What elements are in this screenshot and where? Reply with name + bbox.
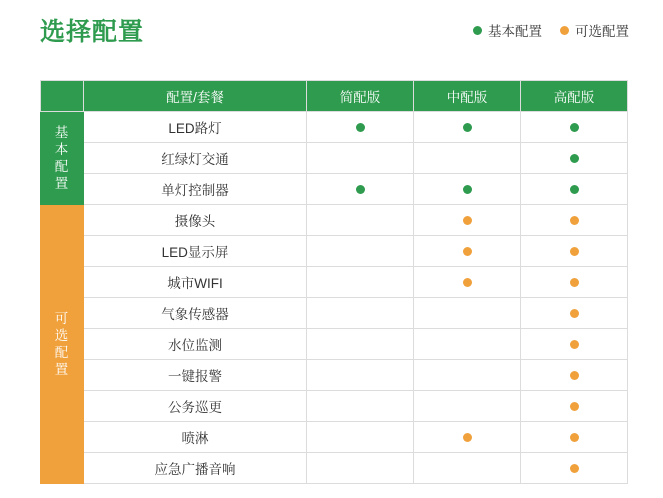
cell-high-package (521, 453, 628, 484)
cell-high-package (521, 174, 628, 205)
table-corner-cell (41, 81, 84, 112)
feature-name-cell: LED显示屏 (84, 236, 307, 267)
dot-green-icon (463, 123, 472, 132)
dot-orange-icon (570, 216, 579, 225)
table-row (41, 453, 628, 484)
cell-high-package (521, 143, 628, 174)
cell-high-package (521, 298, 628, 329)
cell-mid-package (414, 453, 521, 484)
group-label-text: 基本配置 (54, 125, 70, 191)
dot-orange-icon (570, 340, 579, 349)
table-row (41, 236, 628, 267)
config-table-head (41, 81, 628, 112)
config-table-body (41, 112, 628, 484)
cell-basic-package (307, 453, 414, 484)
feature-name-cell: 应急广播音响 (84, 453, 307, 484)
table-row (41, 174, 628, 205)
feature-name-cell: 城市WIFI (84, 267, 307, 298)
cell-mid-package (414, 391, 521, 422)
dot-green-icon (570, 185, 579, 194)
dot-orange-icon (570, 433, 579, 442)
group-label-basic (41, 112, 84, 205)
dot-orange-icon (570, 247, 579, 256)
feature-name-cell: LED路灯 (84, 112, 307, 143)
legend-label-basic: 基本配置 (488, 24, 542, 39)
column-header-basic-package: 简配版 (307, 81, 414, 112)
feature-name-cell: 一键报警 (84, 360, 307, 391)
dot-orange-icon (463, 216, 472, 225)
cell-high-package (521, 236, 628, 267)
cell-basic-package (307, 391, 414, 422)
table-row (41, 112, 628, 143)
feature-name-cell: 气象传感器 (84, 298, 307, 329)
dot-green-icon (463, 185, 472, 194)
cell-basic-package (307, 205, 414, 236)
legend (473, 20, 629, 40)
cell-high-package (521, 205, 628, 236)
cell-mid-package (414, 298, 521, 329)
table-header-row (41, 81, 628, 112)
cell-high-package (521, 391, 628, 422)
table-row (41, 267, 628, 298)
column-header-mid-package: 中配版 (414, 81, 521, 112)
cell-basic-package (307, 422, 414, 453)
dot-green-icon (570, 154, 579, 163)
cell-high-package (521, 329, 628, 360)
cell-high-package (521, 267, 628, 298)
cell-basic-package (307, 112, 414, 143)
column-header-feature: 配置/套餐 (84, 81, 307, 112)
legend-label-optional: 可选配置 (575, 24, 629, 39)
cell-high-package (521, 422, 628, 453)
cell-mid-package (414, 329, 521, 360)
page-title: 选择配置 (40, 18, 145, 46)
feature-name-cell: 摄像头 (84, 205, 307, 236)
dot-green-icon (356, 123, 365, 132)
cell-mid-package (414, 236, 521, 267)
cell-basic-package (307, 236, 414, 267)
cell-mid-package (414, 422, 521, 453)
config-table (40, 80, 628, 484)
cell-basic-package (307, 298, 414, 329)
cell-basic-package (307, 360, 414, 391)
dot-orange-icon (570, 371, 579, 380)
table-row (41, 205, 628, 236)
table-row (41, 143, 628, 174)
cell-high-package (521, 112, 628, 143)
dot-orange-icon (570, 402, 579, 411)
cell-high-package (521, 360, 628, 391)
group-label-optional (41, 205, 84, 484)
cell-mid-package (414, 112, 521, 143)
feature-name-cell: 水位监测 (84, 329, 307, 360)
legend-dot-orange-icon (560, 26, 569, 35)
dot-orange-icon (570, 278, 579, 287)
legend-item-optional (560, 20, 629, 40)
cell-basic-package (307, 267, 414, 298)
legend-dot-green-icon (473, 26, 482, 35)
table-row (41, 422, 628, 453)
legend-item-basic (473, 20, 542, 40)
cell-basic-package (307, 143, 414, 174)
dot-orange-icon (463, 247, 472, 256)
config-table-wrapper (40, 80, 624, 484)
table-row (41, 329, 628, 360)
cell-mid-package (414, 360, 521, 391)
feature-name-cell: 公务巡更 (84, 391, 307, 422)
cell-basic-package (307, 329, 414, 360)
dot-orange-icon (570, 309, 579, 318)
dot-orange-icon (463, 433, 472, 442)
dot-orange-icon (570, 464, 579, 473)
cell-mid-package (414, 267, 521, 298)
feature-name-cell: 单灯控制器 (84, 174, 307, 205)
cell-mid-package (414, 143, 521, 174)
table-row (41, 391, 628, 422)
dot-green-icon (356, 185, 365, 194)
cell-mid-package (414, 174, 521, 205)
table-row (41, 298, 628, 329)
feature-name-cell: 红绿灯交通 (84, 143, 307, 174)
dot-orange-icon (463, 278, 472, 287)
group-label-text: 可选配置 (54, 311, 70, 377)
cell-basic-package (307, 174, 414, 205)
cell-mid-package (414, 205, 521, 236)
column-header-high-package: 高配版 (521, 81, 628, 112)
dot-green-icon (570, 123, 579, 132)
table-row (41, 360, 628, 391)
feature-name-cell: 喷淋 (84, 422, 307, 453)
